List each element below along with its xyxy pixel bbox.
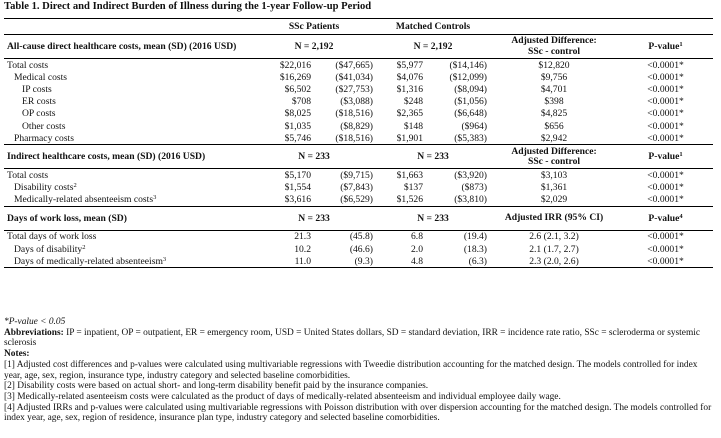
controls-sd: ($8,094) — [454, 83, 488, 95]
controls-mean: $1,316 — [396, 83, 423, 95]
row-label-text: Medically-related absenteeism costs — [14, 194, 154, 206]
row-label-text: OP costs — [22, 108, 56, 120]
ssc-mean: $16,269 — [279, 71, 311, 83]
controls-mean: $4,076 — [396, 71, 423, 83]
ssc-mean: $3,616 — [284, 194, 311, 206]
notes-label: Notes: — [4, 349, 30, 360]
controls-sd: ($873) — [461, 182, 488, 194]
abbreviations-label: Abbreviations: — [4, 327, 64, 338]
table-row — [4, 83, 713, 95]
ssc-mean: $1,035 — [284, 120, 311, 132]
worklost-section-header — [4, 206, 713, 230]
ssc-sd: ($27,753) — [335, 83, 373, 95]
ssc-mean: $708 — [291, 96, 311, 108]
p-value: <0.0001* — [647, 132, 684, 144]
controls-sd: (6.3) — [426, 255, 490, 268]
row-label — [4, 182, 252, 194]
controls-n: N = 233 — [376, 145, 490, 169]
row-footnote-ref: 3 — [162, 255, 167, 263]
note-item: [4] Adjusted IRRs and p-values were calculated using multivariable regressions with Poisson distribution with over dispersion accounting for the matched design. The models controlled for index year, age, sex, region of residence, insurance plan type, industry category and selected baseline comorbidities. — [4, 402, 712, 424]
ssc-mean: 10.2 — [294, 243, 311, 255]
table-row — [4, 194, 713, 207]
controls-sd: ($5,383) — [454, 132, 488, 144]
pvalue-label: P-value — [648, 212, 680, 224]
ssc-mean: 21.3 — [294, 231, 311, 243]
pvalue-footnote-ref: 4 — [679, 212, 683, 220]
column-header-row — [4, 19, 713, 35]
controls-column-header: Matched Controls — [376, 19, 490, 35]
row-label — [4, 169, 252, 182]
pvalue-header — [618, 206, 713, 230]
p-value: <0.0001* — [647, 194, 684, 206]
p-value: <0.0001* — [647, 243, 684, 255]
table-notes — [4, 317, 716, 424]
p-value: <0.0001* — [647, 83, 684, 95]
controls-mean: $5,977 — [396, 59, 423, 71]
pvalue-footnote: *P-value < 0.05 — [4, 317, 66, 327]
table-row — [4, 59, 713, 72]
adjusted-header — [490, 35, 618, 59]
section-heading: All-cause direct healthcare costs, mean (SD) (2016 USD) — [4, 35, 252, 59]
adjusted-value: 2.6 (2.1, 3.2) — [529, 231, 579, 243]
ssc-sd: ($6,529) — [340, 194, 373, 206]
adjusted-header-line1: Adjusted Difference: — [511, 35, 597, 47]
row-label-text: Total costs — [7, 59, 49, 71]
adjusted-value: 2.1 (1.7, 2.7) — [529, 243, 579, 255]
table-row — [4, 108, 713, 120]
p-value: <0.0001* — [647, 231, 684, 243]
ssc-sd: ($3,088) — [340, 96, 373, 108]
ssc-mean: $22,016 — [279, 59, 311, 71]
ssc-sd: ($18,516) — [335, 132, 373, 144]
adjusted-header-line2: SSc - control — [527, 45, 581, 57]
adjusted-header-line2: SSc - control — [527, 155, 581, 167]
ssc-mean: $8,025 — [284, 108, 311, 120]
table-row — [4, 132, 713, 145]
ssc-sd: ($18,516) — [335, 108, 373, 120]
indirect-section-header — [4, 145, 713, 169]
row-label-text: Days of medically-related absenteeism — [14, 255, 163, 267]
row-label — [4, 59, 252, 72]
controls-sd: ($12,099) — [449, 71, 488, 83]
note-item: [1] Adjusted cost differences and p-values were calculated using multivariable regressions with Tweedie distribution accounting for the matched design. The models controlled for index year, age, sex, region, insurance type, industry category and selected baseline comorbidities. — [4, 359, 698, 381]
adjusted-value: $398 — [544, 96, 564, 108]
row-label-text: Pharmacy costs — [14, 132, 74, 144]
adjusted-value: $1,361 — [540, 182, 568, 194]
ssc-mean: 11.0 — [252, 255, 314, 268]
ssc-sd: ($41,034) — [335, 71, 373, 83]
pvalue-header — [618, 35, 713, 59]
controls-mean: $1,901 — [396, 132, 423, 144]
adjusted-value: $4,701 — [540, 83, 568, 95]
table-row — [4, 96, 713, 108]
ssc-sd: ($7,843) — [340, 182, 373, 194]
adjusted-header — [490, 145, 618, 169]
adjusted-value: $2,942 — [540, 132, 568, 144]
ssc-n: N = 233 — [252, 206, 376, 230]
controls-mean: $1,663 — [396, 169, 423, 181]
ssc-mean: $1,554 — [284, 182, 311, 194]
controls-sd: (19.4) — [463, 231, 488, 243]
row-label-text: Disability costs — [14, 182, 74, 194]
row-label-text: Days of disability — [14, 243, 83, 255]
table-row — [4, 182, 713, 194]
ssc-sd: (45.8) — [349, 231, 373, 243]
controls-n: N = 2,192 — [376, 35, 490, 59]
table-row — [4, 120, 713, 132]
adjusted-value: 2.3 (2.0, 2.6) — [490, 255, 618, 268]
ssc-sd: ($47,665) — [335, 59, 373, 71]
controls-sd: ($3,810) — [454, 194, 488, 206]
ssc-sd: (46.6) — [349, 243, 373, 255]
section-heading: Indirect healthcare costs, mean (SD) (2016 USD) — [4, 145, 252, 169]
ssc-n: N = 2,192 — [252, 35, 376, 59]
table-row — [4, 255, 713, 268]
row-label-text: Other costs — [22, 120, 66, 132]
adjusted-value: $656 — [544, 120, 564, 132]
controls-n: N = 233 — [376, 206, 490, 230]
row-label-text: Medical costs — [14, 71, 68, 83]
ssc-sd: (9.3) — [314, 255, 376, 268]
controls-sd: ($964) — [461, 120, 488, 132]
row-footnote-ref: 2 — [82, 243, 86, 251]
p-value: <0.0001* — [647, 71, 684, 83]
controls-sd: (18.3) — [463, 243, 488, 255]
adjusted-header: Adjusted IRR (95% CI) — [490, 206, 618, 230]
adjusted-value: $3,103 — [540, 169, 568, 181]
row-label — [4, 120, 252, 132]
row-label — [4, 194, 252, 207]
row-label — [4, 71, 252, 83]
section-heading: Days of work loss, mean (SD) — [4, 206, 252, 230]
controls-mean: $1,526 — [396, 194, 423, 206]
row-footnote-ref: 2 — [73, 182, 77, 190]
adjusted-value: $2,029 — [540, 194, 568, 206]
note-item: [2] Disability costs were based on actual short- and long-term disability benefit paid by the insurance companies. — [4, 381, 429, 392]
table-row — [4, 71, 713, 83]
controls-mean: 4.8 — [376, 255, 426, 268]
controls-mean: 6.8 — [411, 231, 423, 243]
row-label — [4, 132, 252, 145]
adjusted-value: $4,825 — [540, 108, 568, 120]
row-label-text: IP costs — [22, 83, 52, 95]
row-label-text: Total costs — [7, 169, 49, 181]
controls-sd: ($1,056) — [454, 96, 488, 108]
row-label — [4, 230, 252, 243]
ssc-n: N = 233 — [252, 145, 376, 169]
ssc-column-header: SSc Patients — [252, 19, 376, 35]
ssc-mean: $5,746 — [284, 132, 311, 144]
adjusted-value: $12,820 — [538, 59, 570, 71]
p-value: <0.0001* — [647, 96, 684, 108]
table-row — [4, 243, 713, 255]
pvalue-header — [618, 145, 713, 169]
controls-mean: $2,365 — [396, 108, 423, 120]
abbreviations — [4, 328, 716, 349]
pvalue-label: P-value — [648, 40, 680, 52]
row-label — [4, 108, 252, 120]
table-title: Table 1. Direct and Indirect Burden of Illness during the 1-year Follow-up Period — [4, 1, 372, 12]
adjusted-value: $9,756 — [540, 71, 568, 83]
adjusted-header-line1: Adjusted Difference: — [511, 145, 597, 157]
controls-sd: ($14,146) — [449, 59, 488, 71]
p-value: <0.0001* — [647, 120, 684, 132]
p-value: <0.0001* — [647, 108, 684, 120]
controls-mean: $148 — [403, 120, 423, 132]
p-value: <0.0001* — [647, 59, 684, 71]
direct-section-header — [4, 35, 713, 59]
ssc-mean: $5,170 — [284, 169, 311, 181]
row-label — [4, 83, 252, 95]
table-row — [4, 169, 713, 182]
row-label-text: ER costs — [22, 96, 56, 108]
controls-mean: $248 — [403, 96, 423, 108]
controls-sd: ($6,648) — [454, 108, 488, 120]
row-label — [4, 255, 252, 268]
burden-table — [4, 18, 713, 268]
row-label — [4, 96, 252, 108]
abbreviations-text: IP = inpatient, OP = outpatient, ER = emergency room, USD = United States dollars, SD = standard deviation, IRR = incidence rate ratio, SSc = scleroderma or systemic sclerosis — [4, 327, 701, 349]
table-row — [4, 230, 713, 243]
p-value: <0.0001* — [647, 169, 684, 181]
pvalue-footnote-ref: 1 — [679, 151, 683, 159]
controls-mean: $137 — [403, 182, 423, 194]
row-label-text: Total days of work loss — [7, 231, 97, 243]
p-value: <0.0001* — [618, 255, 713, 268]
controls-mean: 2.0 — [411, 243, 423, 255]
controls-sd: ($3,920) — [454, 169, 488, 181]
ssc-sd: ($9,715) — [340, 169, 373, 181]
pvalue-footnote-ref: 1 — [679, 40, 683, 48]
ssc-mean: $6,502 — [284, 83, 311, 95]
row-footnote-ref: 3 — [153, 194, 157, 202]
row-label — [4, 243, 252, 255]
pvalue-label: P-value — [648, 151, 680, 163]
note-item: [3] Medically-related asenteeism costs were calculated as the product of days of medically-related absenteeism and individual employee daily wage. — [4, 392, 561, 403]
ssc-sd: ($8,829) — [340, 120, 373, 132]
p-value: <0.0001* — [647, 182, 684, 194]
